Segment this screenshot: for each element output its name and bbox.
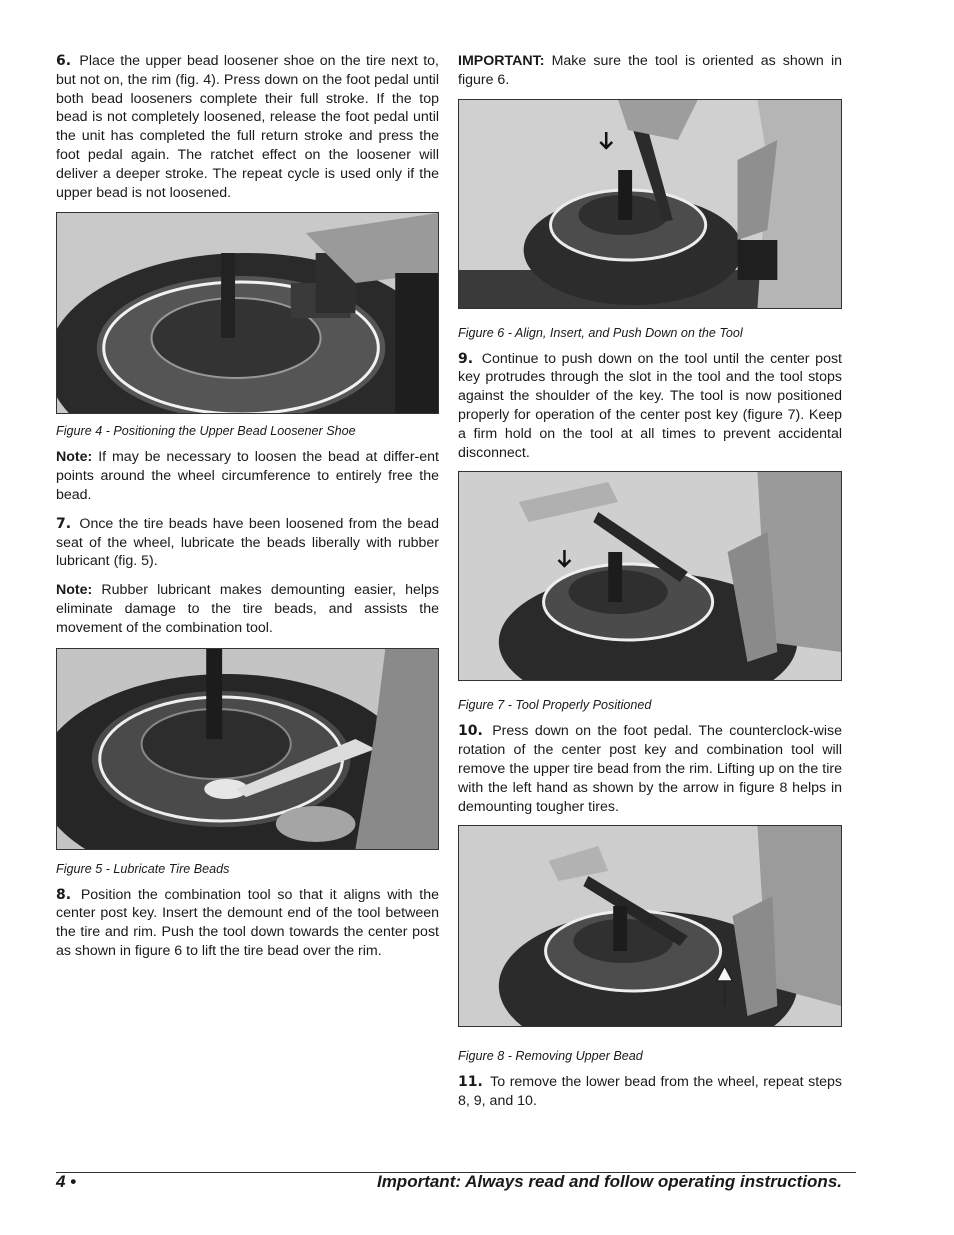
step-10 <box>458 722 842 816</box>
note-label: Note: <box>56 582 93 599</box>
step-number: 11. <box>458 1074 483 1091</box>
step-11 <box>458 1073 842 1111</box>
note-text: Rubber lubricant makes demounting easier, helps eliminate damage to the tire beads, and assists the movement of the combination tool. <box>56 582 439 636</box>
step-text: Once the tire beads have been loosened from the bead seat of the wheel, lubricate the beads liberally with rubber lubricant (fig. 5). <box>56 515 439 570</box>
step-text: Place the upper bead loosener shoe on the tire next to, but not on, the rim (fig. 4). Press down on the foot pedal until both bead looseners complete their full stroke. If the top bead is not completely loosened, release the foot pedal until the unit has completed the full return stroke and press the foot pedal again. The ratchet effect on the loosener will deliver a deeper stroke. The repeat cycle is used only if the upper bead is not loosened. <box>56 53 439 201</box>
note-text: If may be necessary to loosen the bead at differ-ent points around the wheel circumference to entirely free the bead. <box>56 449 439 503</box>
page-number: 4 • <box>56 1172 77 1191</box>
note-2 <box>56 581 439 637</box>
step-number: 7. <box>56 515 72 532</box>
left-column <box>56 52 439 971</box>
step-text: To remove the lower bead from the wheel, repeat steps 8, 9, and 10. <box>458 1074 843 1110</box>
right-column <box>458 52 842 1121</box>
figure-4-photo <box>56 212 439 414</box>
important-label: IMPORTANT: <box>458 53 545 69</box>
figure-5-caption: Figure 5 - Lubricate Tire Beads <box>56 861 230 876</box>
footer-text: Important: Always read and follow operating instructions. <box>376 1172 842 1191</box>
step-number: 9. <box>458 350 474 367</box>
step-text: Press down on the foot pedal. The counterclock-wise rotation of the center post key and combination tool will remove the upper tire bead from the rim. Lifting up on the tire with the left hand as shown by the arrow in figure 8 helps in demounting tougher tires. <box>458 723 842 815</box>
note-1 <box>56 448 439 504</box>
figure-7-caption: Figure 7 - Tool Properly Positioned <box>458 698 652 713</box>
figure-7-photo <box>458 471 842 681</box>
figure-4-caption: Figure 4 - Positioning the Upper Bead Loosener Shoe <box>56 424 356 439</box>
important-text: Make sure the tool is oriented as shown in figure 6. <box>458 53 842 88</box>
note-label: Note: <box>56 449 93 466</box>
step-9 <box>458 350 842 463</box>
step-number: 8. <box>56 886 72 903</box>
important-note <box>458 52 842 90</box>
figure-6-caption: Figure 6 - Align, Insert, and Push Down on the Tool <box>458 325 743 340</box>
figure-8-caption: Figure 8 - Removing Upper Bead <box>458 1049 643 1064</box>
figure-5-photo <box>56 648 439 850</box>
step-6 <box>56 52 439 202</box>
step-number: 10. <box>458 723 483 740</box>
step-text: Continue to push down on the tool until the center post key protrudes through the slot in the tool and the tool stops against the shoulder of the key. The tool is now positioned properly for operation of the center post key (figure 7). Keep a firm hold on the tool at all times to prevent accidental disconnect. <box>458 350 842 461</box>
step-number: 6. <box>56 53 72 69</box>
figure-6-photo <box>458 99 842 309</box>
step-7 <box>56 515 439 571</box>
step-text: Position the combination tool so that it aligns with the center post key. Insert the demount end of the tool between the tire and rim. Push the tool down towards the center post as shown in figure 6 to lift the tire bead over the rim. <box>56 886 439 959</box>
figure-8-photo <box>458 825 842 1027</box>
step-8 <box>56 886 439 961</box>
